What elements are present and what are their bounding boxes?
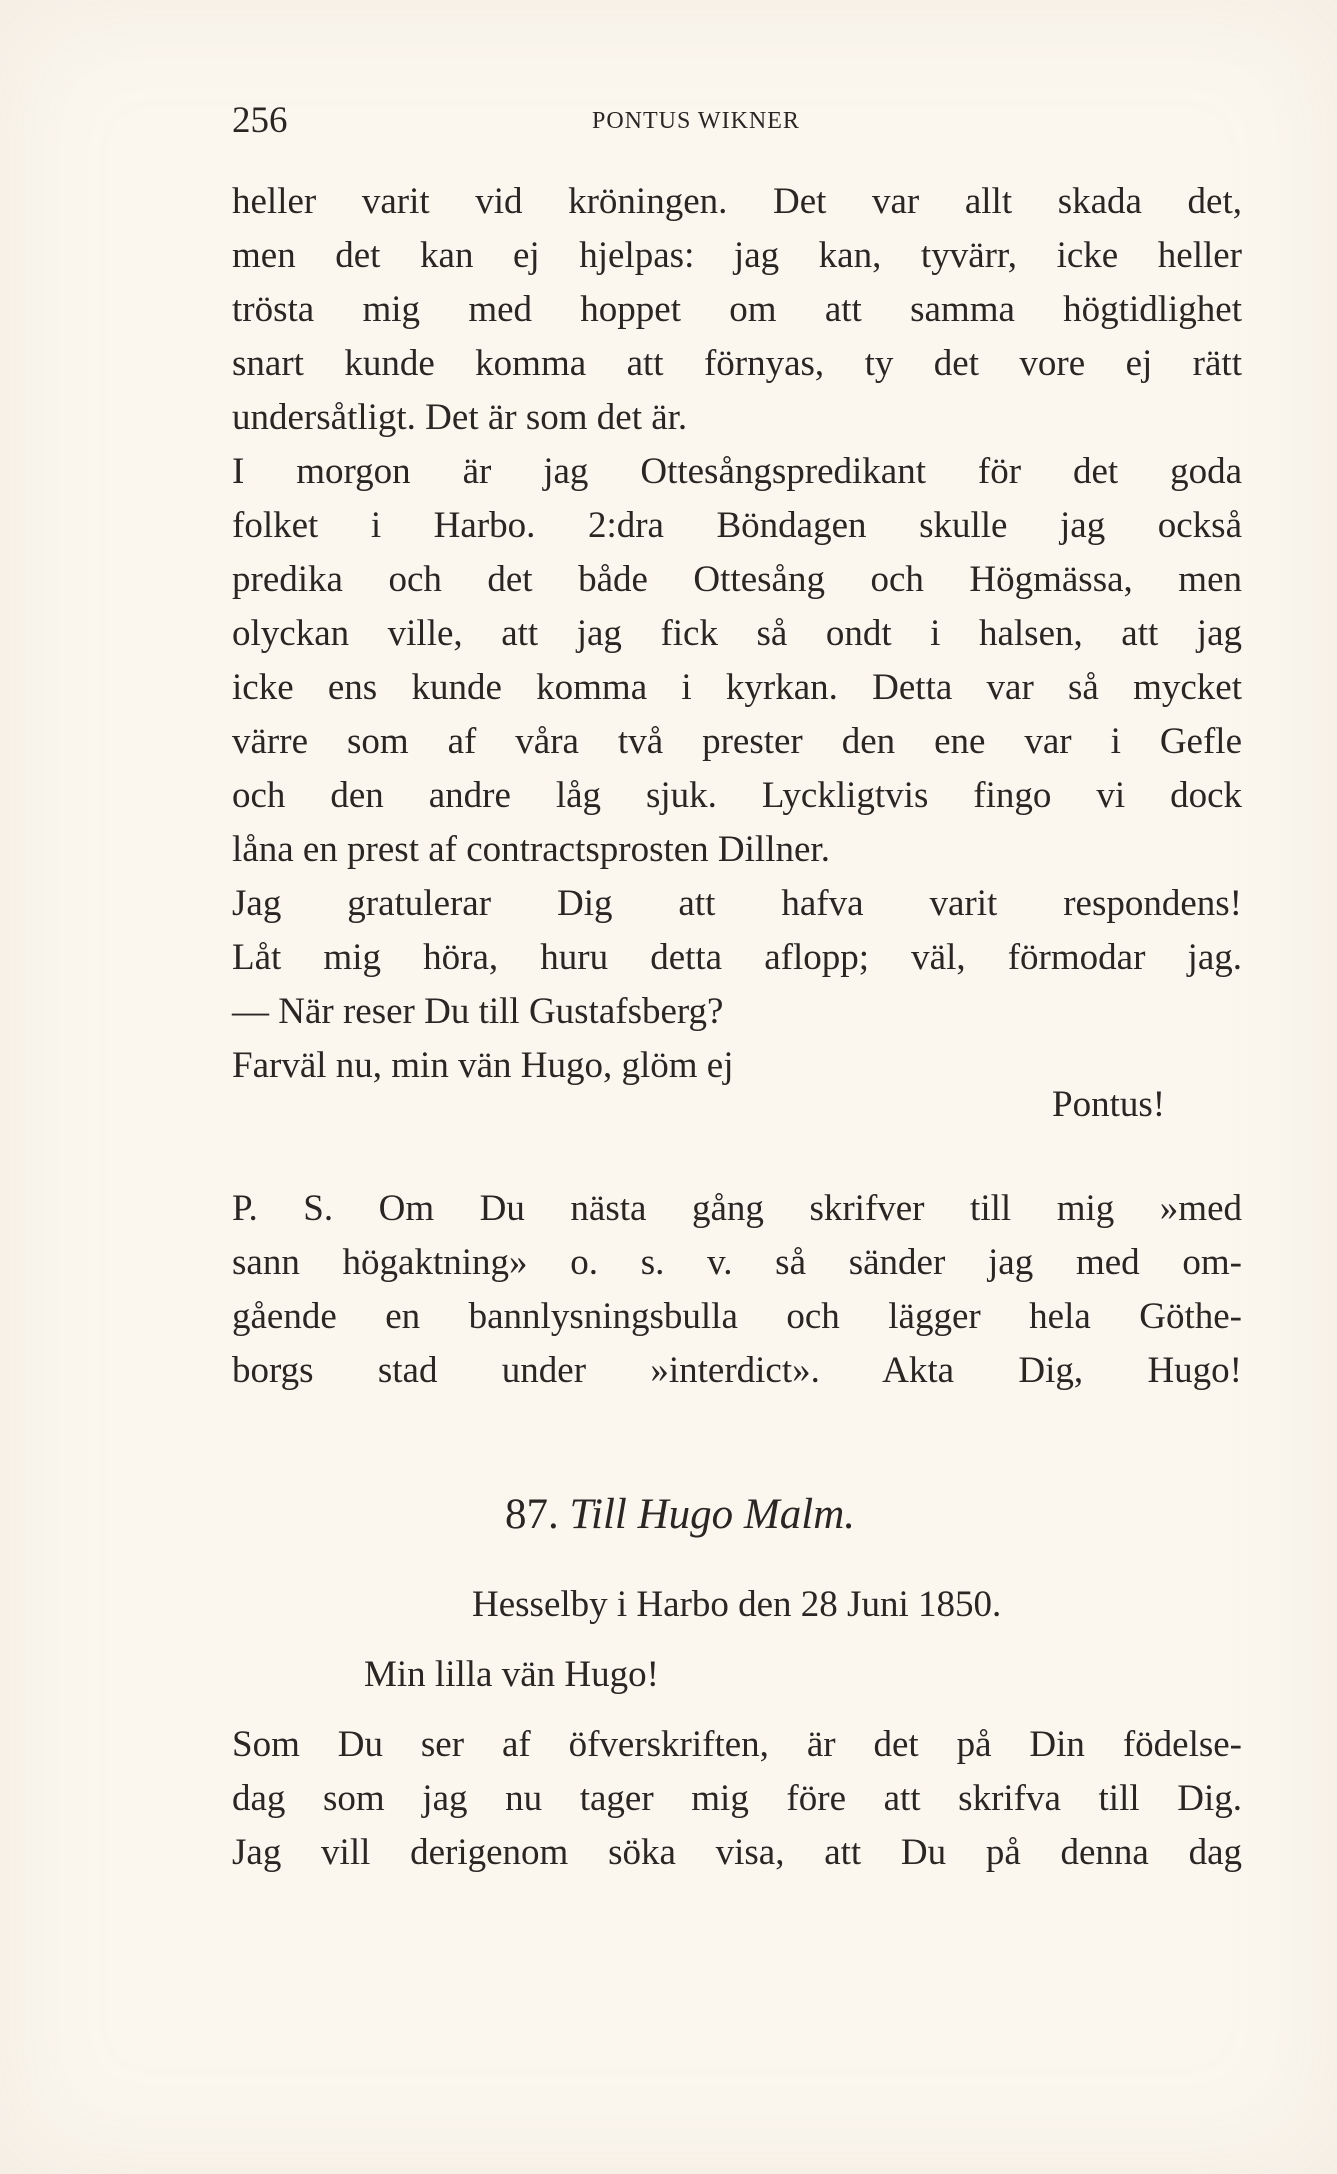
text-line: värre som af våra två prester den ene var i Gefle	[232, 721, 1242, 762]
text-line: predika och det både Ottesång och Högmässa, men	[232, 559, 1242, 600]
text-line: och den andre låg sjuk. Lyckligtvis fingo vi dock	[232, 775, 1242, 816]
text-line: sann högaktning» o. s. v. så sänder jag med om-	[232, 1242, 1242, 1283]
text-line: Som Du ser af öfverskriften, är det på Din födelse-	[232, 1724, 1242, 1765]
letter-number: 87.	[505, 1491, 559, 1538]
text-line: men det kan ej hjelpas: jag kan, tyvärr, icke heller	[232, 235, 1242, 276]
salutation: Min lilla vän Hugo!	[364, 1654, 659, 1695]
text-line: borgs stad under »interdict». Akta Dig, Hugo!	[232, 1350, 1242, 1391]
running-head: PONTUS WIKNER	[592, 108, 800, 134]
page-number: 256	[232, 100, 288, 141]
text-line: Jag vill derigenom söka visa, att Du på denna dag	[232, 1832, 1242, 1873]
text-line: heller varit vid kröningen. Det var allt skada det,	[232, 181, 1242, 222]
text-line: Farväl nu, min vän Hugo, glöm ej	[232, 1045, 734, 1086]
place-date: Hesselby i Harbo den 28 Juni 1850.	[472, 1584, 1002, 1625]
text-line: trösta mig med hoppet om att samma högtidlighet	[232, 289, 1242, 330]
signature: Pontus!	[1052, 1084, 1166, 1125]
text-line: Låt mig höra, huru detta aflopp; väl, förmodar jag.	[232, 937, 1242, 978]
page-header	[232, 96, 1242, 146]
letter-title: Till Hugo Malm.	[569, 1491, 856, 1538]
text-line: P. S. Om Du nästa gång skrifver till mig »med	[232, 1188, 1242, 1229]
text-line: dag som jag nu tager mig före att skrifva till Dig.	[232, 1778, 1242, 1819]
text-line: olyckan ville, att jag fick så ondt i halsen, att jag	[232, 613, 1242, 654]
text-line: folket i Harbo. 2:dra Böndagen skulle jag också	[232, 505, 1242, 546]
text-line: I morgon är jag Ottesångspredikant för det goda	[232, 451, 1242, 492]
text-line: Jag gratulerar Dig att hafva varit respondens!	[232, 883, 1242, 924]
text-line: undersåtligt. Det är som det är.	[232, 397, 688, 438]
text-line: icke ens kunde komma i kyrkan. Detta var så mycket	[232, 667, 1242, 708]
text-line: låna en prest af contractsprosten Dillner.	[232, 829, 830, 870]
letter-heading	[505, 1485, 855, 1545]
text-line: gående en bannlysningsbulla och lägger hela Göthe-	[232, 1296, 1242, 1337]
text-line: — När reser Du till Gustafsberg?	[232, 991, 724, 1032]
text-line: snart kunde komma att förnyas, ty det vore ej rätt	[232, 343, 1242, 384]
